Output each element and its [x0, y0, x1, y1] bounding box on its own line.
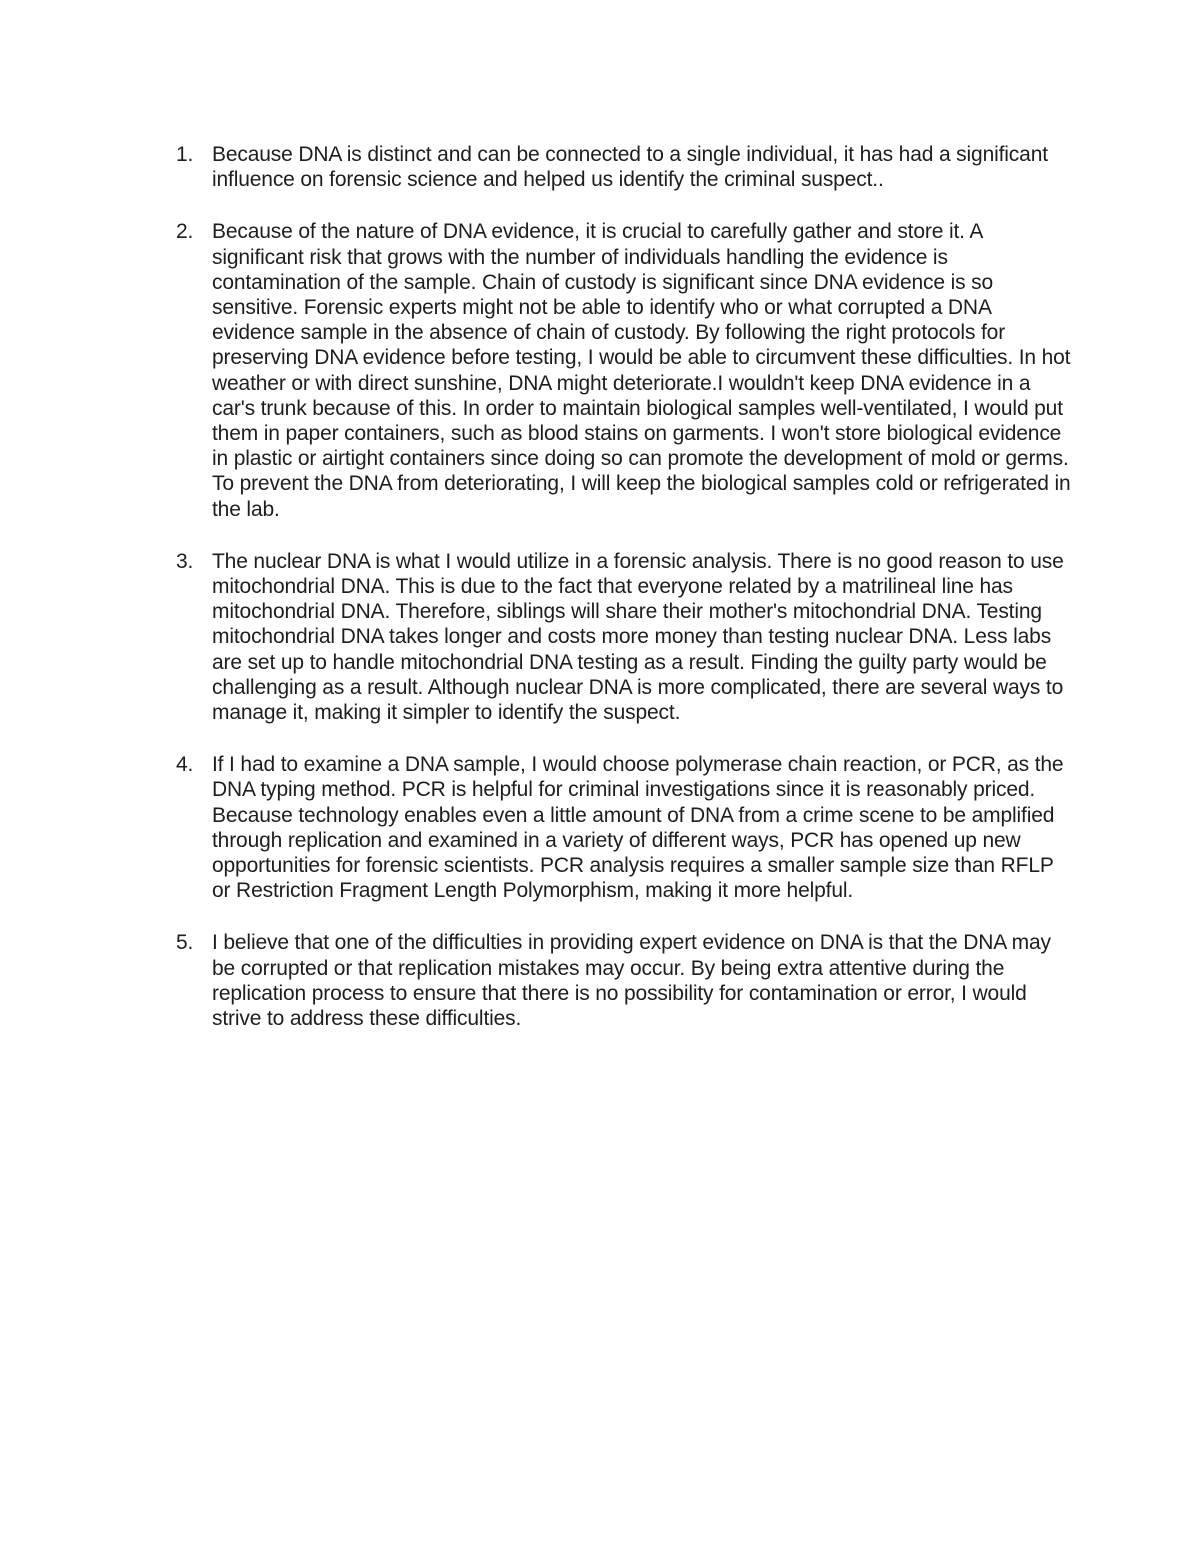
item-text: Because of the nature of DNA evidence, it is crucial to carefully gather and store it. A significant risk that grows with the number of individuals handling the evidence is contamination of the sample. Chain of custody is significant since DNA evidence is so sensitive. Forensic experts might not be able to identify who or what corrupted a DNA evidence sample in the absence of chain of custody. By following the right protocols for preserving DNA evidence before testing, I would be able to circumvent these difficulties. In hot weather or with direct sunshine, DNA might deteriorate.I wouldn't keep DNA evidence in a car's trunk because of this. In order to maintain biological samples well-ventilated, I would put them in paper containers, such as blood stains on garments. I won't store biological evidence in plastic or airtight containers since doing so can promote the development of mold or germs. To prevent the DNA from deteriorating, I will keep the biological samples cold or refrigerated in the lab.	[212, 220, 1071, 521]
item-number: 2.	[176, 220, 194, 244]
list-item	[172, 219, 1072, 521]
list-item	[172, 930, 1072, 1031]
item-text: I believe that one of the difficulties in providing expert evidence on DNA is that the DNA may be corrupted or that replication mistakes may occur. By being extra attentive during the replication process to ensure that there is no possibility for contamination or error, I would strive to address these difficulties.	[212, 931, 1051, 1031]
item-number: 5.	[176, 931, 194, 955]
item-number: 4.	[176, 753, 194, 777]
list-item	[172, 549, 1072, 725]
item-number: 3.	[176, 549, 194, 573]
numbered-answer-list	[172, 142, 1072, 1058]
list-item	[172, 142, 1072, 192]
item-text: If I had to examine a DNA sample, I would choose polymerase chain reaction, or PCR, as the DNA typing method. PCR is helpful for criminal investigations since it is reasonably priced. Because technology enables even a little amount of DNA from a crime scene to be amplified through replication and examined in a variety of different ways, PCR has opened up new opportunities for forensic scientists. PCR analysis requires a smaller sample size than RFLP or Restriction Fragment Length Polymorphism, making it more helpful.	[212, 753, 1064, 903]
item-text: The nuclear DNA is what I would utilize in a forensic analysis. There is no good reason to use mitochondrial DNA. This is due to the fact that everyone related by a matrilineal line has mitochondrial DNA. Therefore, siblings will share their mother's mitochondrial DNA. Testing mitochondrial DNA takes longer and costs more money than testing nuclear DNA. Less labs are set up to handle mitochondrial DNA testing as a result. Finding the guilty party would be challenging as a result. Although nuclear DNA is more complicated, there are several ways to manage it, making it simpler to identify the suspect.	[212, 549, 1064, 725]
item-number: 1.	[176, 143, 194, 166]
item-text: Because DNA is distinct and can be connected to a single individual, it has had a significant influence on forensic science and helped us identify the criminal suspect..	[212, 143, 1048, 192]
list-item	[172, 752, 1072, 903]
